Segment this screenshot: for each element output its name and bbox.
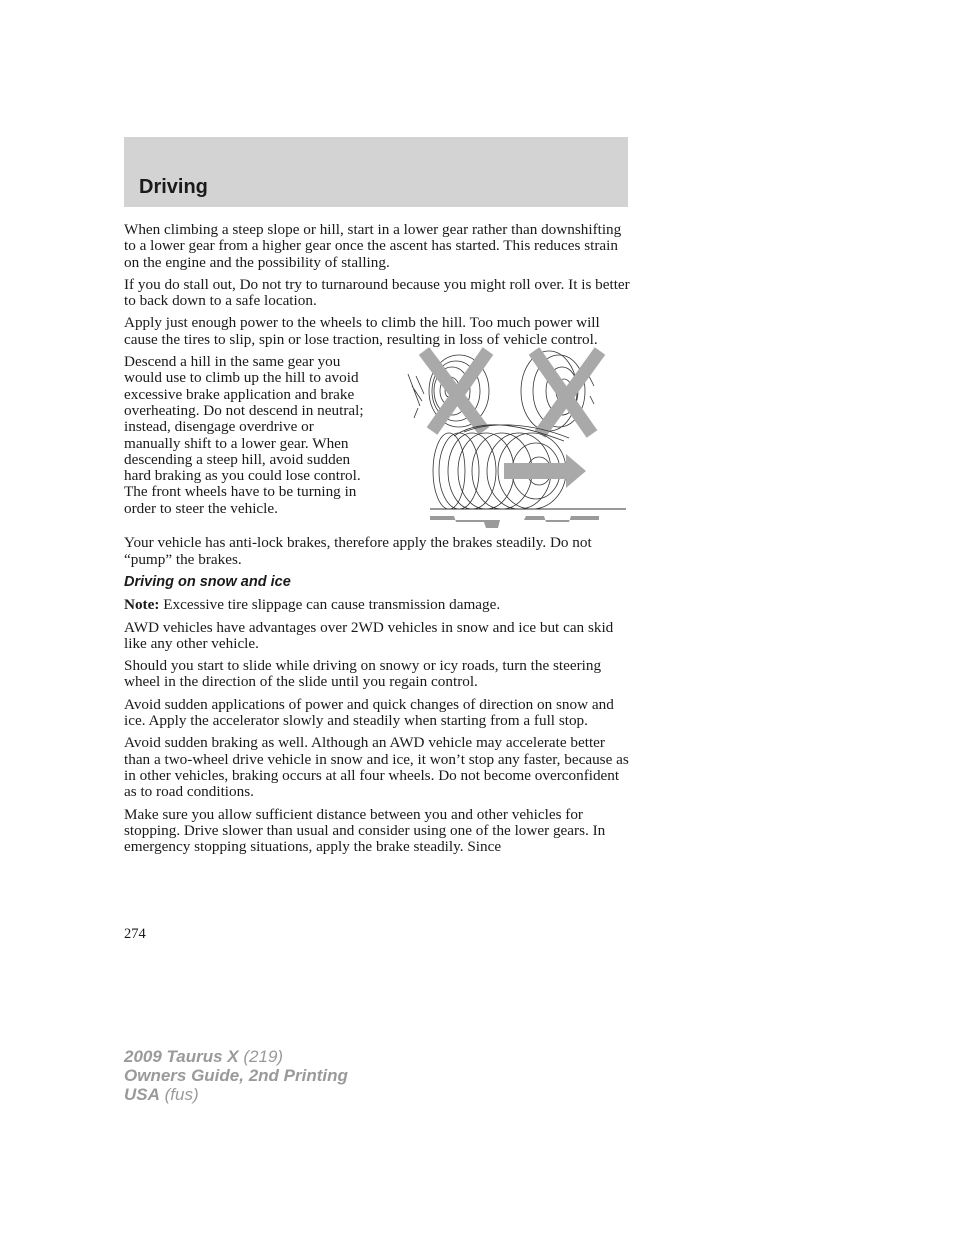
page-number: 274	[124, 926, 146, 942]
tire-traction-illustration	[394, 346, 630, 535]
paragraph: Your vehicle has anti-lock brakes, therefore apply the brakes steadily. Do not “pump” the brakes.	[124, 534, 592, 568]
ground-texture	[430, 516, 599, 528]
paragraph: Avoid sudden braking as well. Although an AWD vehicle may accelerate better than a two-wheel drive vehicle in snow and ice, it won’t stop any faster, because as in other vehicles, braking occurs at all four wheels. Do not become overconfident as to road conditions.	[124, 734, 629, 801]
paragraph: Avoid sudden applications of power and quick changes of direction on snow and ice. Apply the accelerator slowly and steadily when starting from a full stop.	[124, 695, 614, 730]
paragraph: AWD vehicles have advantages over 2WD vehicles in snow and ice but can skid like any other vehicle.	[124, 618, 614, 652]
paragraph: Should you start to slide while driving on snowy or icy roads, turn the steering wheel in the direction of the slide until you regain control.	[124, 657, 602, 691]
paragraph: Apply just enough power to the wheels to climb the hill. Too much power will cause the tires to slip, spin or lose traction, resulting in loss of vehicle control.	[124, 314, 600, 348]
page-title: Driving	[139, 176, 208, 198]
tire-illustration-svg	[394, 346, 630, 531]
footer-market-code: (fus)	[159, 1085, 199, 1104]
footer-line-3	[124, 1085, 348, 1104]
paragraph: When climbing a steep slope or hill, start in a lower gear rather than downshifting to a lower gear from a higher gear once the ascent has started. This reduces strain on the engine and the possibility of stalling.	[124, 221, 622, 271]
paragraph: Make sure you allow sufficient distance between you and other vehicles for stopping. Drive slower than usual and consider using one of the lower gears. In emergency stopping situations, apply the brake steadily. Since	[124, 805, 606, 856]
note-text: Excessive tire slippage can cause transmission damage.	[159, 596, 501, 614]
document-footer	[124, 1047, 348, 1104]
footer-line-1	[124, 1047, 348, 1066]
footer-market: USA	[124, 1085, 160, 1104]
paragraph: Descend a hill in the same gear you would use to climb up the hill to avoid excessive brake application and brake overheating. Do not descend in neutral; instead, disengage overdrive or manually shift to a lower gear. When descending a steep hill, avoid sudden hard braking as you could lose control. The front wheels have to be turning in order to steer the vehicle.	[124, 353, 364, 517]
footer-line-2: Owners Guide, 2nd Printing	[124, 1066, 348, 1085]
footer-model: 2009 Taurus X	[124, 1047, 239, 1066]
subheading: Driving on snow and ice	[124, 573, 291, 590]
note-paragraph	[124, 597, 630, 613]
paragraph: If you do stall out, Do not try to turnaround because you might roll over. It is better to back down to a safe location.	[124, 275, 630, 310]
page-content	[124, 222, 630, 861]
footer-model-code: (219)	[238, 1047, 284, 1066]
note-label: Note:	[124, 596, 160, 614]
descend-section	[124, 354, 630, 535]
